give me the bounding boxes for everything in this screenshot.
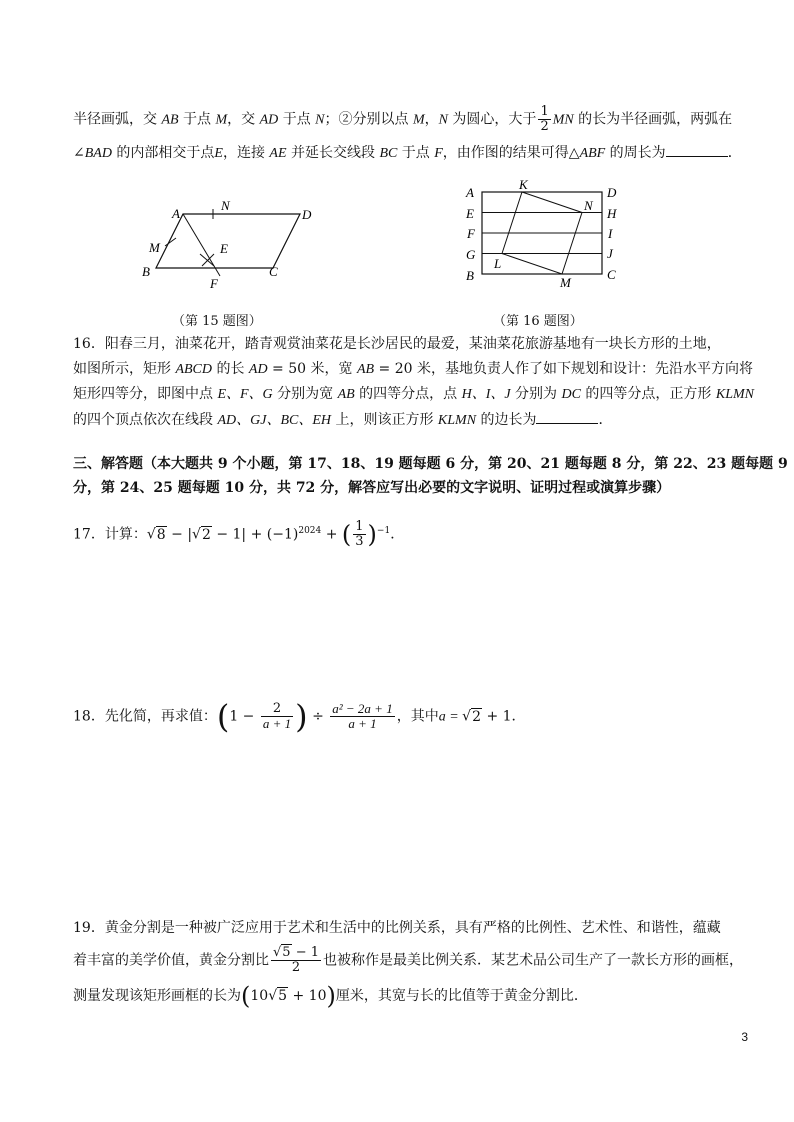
fig15-label-N: N — [221, 198, 230, 213]
section3-title-line1: 三、解答题（本大题共 9 个小题，第 17、18、19 题每题 6 分，第 20、21 题每题 8 分，第 22、23 题每题 9 — [73, 456, 788, 472]
fig16-label-E: E — [466, 206, 474, 221]
fig16-label-M: M — [560, 275, 571, 290]
fig16-label-B: B — [466, 268, 474, 283]
fig16-label-H: H — [607, 206, 617, 221]
fig15-label-B: B — [142, 264, 150, 279]
fig16-label-L: L — [494, 256, 502, 271]
caption-16: （第 16 题图） — [493, 314, 583, 329]
q16-line3: 矩形四等分，即图中点 E、F、G 分别为宽 AB 的四等分点，点 H、I、J 分别为 DC 的四等分点，正方形 KLMN — [73, 386, 754, 402]
q19-line3: 测量发现该矩形画框的长为(10√5 + 10)厘米，其宽与长的比值等于黄金分割比． — [73, 982, 588, 1010]
fig15-label-C: C — [269, 264, 278, 279]
half-fraction: $\frac{1}{2}$ — [540, 104, 549, 134]
fig16-label-C: C — [607, 267, 616, 282]
q19-line2: 着丰富的美学价值，黄金分割比 $\frac{√5 - 1}{2}$ 也被称作是最美比例关系．某艺术品公司生产了一款长方形的画框， — [73, 945, 744, 975]
q19-line1: 19．黄金分割是一种被广泛应用于艺术和生活中的比例关系，具有严格的比例性、艺术性、和谐性，蕴藏 — [73, 920, 721, 936]
answer-blank-16[interactable] — [536, 409, 598, 424]
fig16-label-I: I — [608, 226, 613, 241]
q15-line2: ∠BAD 的内部相交于点E，连接 AE 并延长交线段 BC 于点 F，由作图的结果可得△ABF 的周长为 ． — [73, 142, 742, 164]
caption-15: （第 15 题图） — [172, 314, 262, 329]
figure-15-parallelogram — [138, 196, 323, 296]
fig15-label-A: A — [172, 206, 180, 221]
q18-expression: 18．先化简，再求值：(1 − $\frac{2}{a + 1}$ ) ÷ $\frac{\text{a² − 2a + 1}}{a + 1}$ ，其中a = √2 + 1． — [73, 697, 526, 736]
fig15-label-D: D — [302, 207, 312, 222]
q16-line1: 16．阳春三月，油菜花开，踏青观赏油菜花是长沙居民的最爱，某油菜花旅游基地有一块长方形的土地， — [73, 336, 721, 352]
figure-16-rectangle — [462, 180, 627, 292]
fig16-label-J: J — [607, 246, 613, 261]
fig15-label-F: F — [210, 276, 218, 291]
fig15-label-M: M — [149, 240, 160, 255]
fig16-label-A: A — [466, 185, 474, 200]
q16-line4: 的四个顶点依次在线段 AD、GJ、BC、EH 上，则该正方形 KLMN 的边长为 ． — [73, 409, 612, 431]
fig16-label-G: G — [466, 247, 476, 262]
q15-line1: 半径画弧，交 AB 于点 M，交 AD 于点 N；②分别以点 M，N 为圆心，大于 $\frac{1}{2}$ MN 的长为半径画弧，两弧在 — [73, 104, 733, 134]
q16-line2: 如图所示，矩形 ABCD 的长 AD = 50 米，宽 AB = 20 米，基地负责人作了如下规划和设计：先沿水平方向将 — [73, 361, 753, 377]
fig16-label-N: N — [584, 198, 593, 213]
fig16-label-D: D — [607, 185, 617, 200]
q17-expression: 17．计算：$√8 - |√2 - 1| + (-1)^{2024}$ + ( $\frac{1}{3}$ )$^{-1}$． — [73, 519, 405, 549]
fig16-label-F: F — [467, 226, 475, 241]
fig15-label-E: E — [220, 241, 228, 256]
answer-blank-15[interactable] — [666, 142, 728, 157]
fig16-label-K: K — [519, 180, 528, 192]
section3-title-line2: 分，第 24、25 题每题 10 分，共 72 分，解答应写出必要的文字说明、证明过程或演算步骤） — [73, 480, 671, 496]
page-number: 3 — [741, 1030, 748, 1044]
